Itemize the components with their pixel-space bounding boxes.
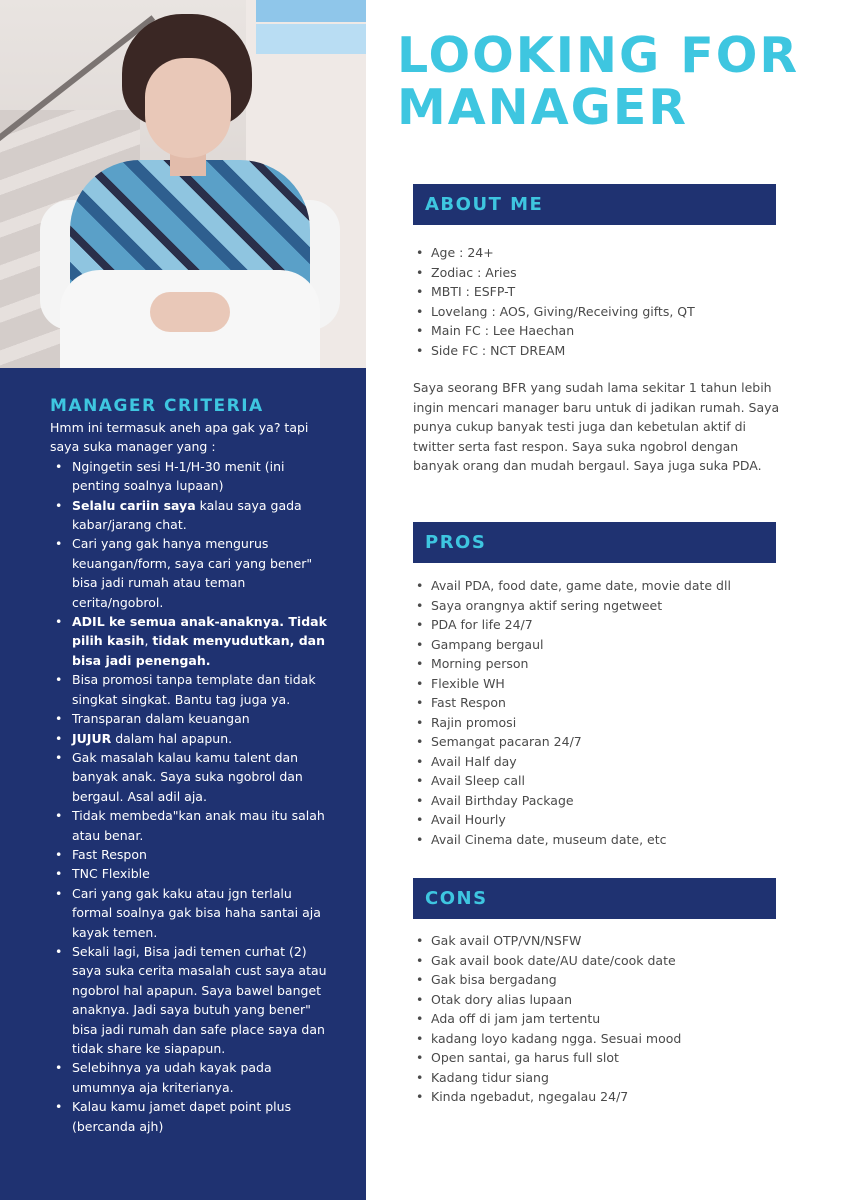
- cons-item: • Kadang tidur siang: [413, 1068, 783, 1088]
- pros-item: • Gampang bergaul: [413, 635, 783, 655]
- manager-criteria-item: [50, 457, 336, 496]
- pros-heading: PROS: [413, 522, 776, 563]
- pros-item: • Flexible WH: [413, 674, 783, 694]
- about-me-item: • Lovelang : AOS, Giving/Receiving gifts, QT: [413, 302, 783, 322]
- criteria-item-bold-text: tidak menyudutkan, dan bisa jadi penengah.: [72, 633, 325, 668]
- cons-item: • kadang loyo kadang ngga. Sesuai mood: [413, 1029, 783, 1049]
- about-me-item: • Zodiac : Aries: [413, 263, 783, 283]
- pros-item: • Morning person: [413, 654, 783, 674]
- manager-criteria-item: [50, 864, 336, 883]
- pros-item: • Avail Half day: [413, 752, 783, 772]
- cons-item: • Open santai, ga harus full slot: [413, 1048, 783, 1068]
- manager-criteria-item: [50, 884, 336, 942]
- pros-item: • Avail Hourly: [413, 810, 783, 830]
- pros-item: • Rajin promosi: [413, 713, 783, 733]
- photo-window-lower: [256, 24, 366, 54]
- cons-list: [413, 931, 783, 1107]
- criteria-item-bold-text: Selalu cariin saya: [72, 497, 196, 513]
- pros-item: • Avail Cinema date, museum date, etc: [413, 830, 783, 850]
- manager-criteria-item: [50, 709, 336, 728]
- cons-item: • Otak dory alias lupaan: [413, 990, 783, 1010]
- pros-item: • Saya orangnya aktif sering ngetweet: [413, 596, 783, 616]
- criteria-item-text: ,: [144, 633, 153, 649]
- pros-item: • Avail Birthday Package: [413, 791, 783, 811]
- criteria-item-text: Tidak membeda"kan anak mau itu salah atau benar.: [72, 808, 325, 843]
- manager-criteria-item: [50, 845, 336, 864]
- criteria-item-text: Fast Respon: [72, 846, 147, 862]
- about-me-item: • Main FC : Lee Haechan: [413, 321, 783, 341]
- pros-item: • PDA for life 24/7: [413, 615, 783, 635]
- about-me-item: • MBTI : ESFP-T: [413, 282, 783, 302]
- pros-item: • Fast Respon: [413, 693, 783, 713]
- cons-item: • Gak bisa bergadang: [413, 970, 783, 990]
- page-title-line-2: MANAGER: [397, 79, 689, 136]
- about-me-list: [413, 243, 783, 360]
- cons-item: • Gak avail book date/AU date/cook date: [413, 951, 783, 971]
- photo-hands: [150, 292, 230, 332]
- page-title: [397, 27, 800, 136]
- criteria-item-text: TNC Flexible: [72, 866, 150, 882]
- manager-criteria-heading: MANAGER CRITERIA: [50, 396, 264, 416]
- about-me-item: • Side FC : NCT DREAM: [413, 341, 783, 361]
- criteria-item-text: kalau saya gada kabar/jarang chat.: [72, 497, 302, 533]
- criteria-item-text: Gak masalah kalau kamu talent dan banyak anak. Saya suka ngobrol dan bergaul. Asal adil aja.: [72, 749, 303, 804]
- about-me-heading: ABOUT ME: [413, 184, 776, 225]
- manager-criteria-panel: [0, 368, 366, 1200]
- pros-item: • Semangat pacaran 24/7: [413, 732, 783, 752]
- manager-criteria-item: [50, 612, 336, 670]
- criteria-item-text: Cari yang gak hanya mengurus keuangan/form, saya cari yang bener" bisa jadi rumah atau teman cerita/ngobrol.: [72, 536, 313, 610]
- criteria-item-text: Cari yang gak kaku atau jgn terlalu formal soalnya gak bisa haha santai aja kayak temen.: [72, 885, 321, 940]
- profile-photo: [0, 0, 366, 368]
- manager-criteria-item: [50, 1058, 336, 1097]
- cons-item: • Ada off di jam jam tertentu: [413, 1009, 783, 1029]
- manager-criteria-item: [50, 748, 336, 806]
- manager-criteria-item: [50, 534, 336, 612]
- manager-criteria-list: [50, 457, 336, 1136]
- right-column: [366, 0, 848, 1200]
- manager-criteria-item: [50, 496, 336, 535]
- pros-list: [413, 576, 783, 849]
- left-column: [0, 0, 366, 1200]
- criteria-item-bold-text: ADIL ke semua anak-anaknya. Tidak pilih kasih: [72, 614, 327, 649]
- pros-item: • Avail Sleep call: [413, 771, 783, 791]
- manager-criteria-item: [50, 942, 336, 1058]
- criteria-item-text: Sekali lagi, Bisa jadi temen curhat (2) saya suka cerita masalah cust saya atau ngobrol hal apapun. Saya bawel banget anaknya. Jadi saya butuh yang bener" bisa jadi rumah dan safe place saya dan tidak share ke siapapun.: [72, 943, 327, 1056]
- photo-face: [145, 58, 231, 158]
- about-me-item: • Age : 24+: [413, 243, 783, 263]
- manager-criteria-intro: Hmm ini termasuk aneh apa gak ya? tapi saya suka manager yang :: [50, 420, 309, 455]
- page-title-line-1: LOOKING FOR: [397, 27, 800, 84]
- criteria-item-text: dalam hal apapun.: [111, 730, 233, 746]
- manager-criteria-item: [50, 1097, 336, 1136]
- photo-window: [256, 0, 366, 22]
- manager-criteria-item: [50, 729, 336, 748]
- cons-item: • Gak avail OTP/VN/NSFW: [413, 931, 783, 951]
- cons-item: • Kinda ngebadut, ngegalau 24/7: [413, 1087, 783, 1107]
- pros-item: • Avail PDA, food date, game date, movie date dll: [413, 576, 783, 596]
- criteria-item-bold-text: JUJUR: [72, 730, 112, 746]
- cons-heading: CONS: [413, 878, 776, 919]
- manager-criteria-item: [50, 670, 336, 709]
- criteria-item-text: Bisa promosi tanpa template dan tidak singkat singkat. Bantu tag juga ya.: [72, 672, 316, 707]
- criteria-item-text: Ngingetin sesi H-1/H-30 menit (ini penting soalnya lupaan): [72, 458, 285, 494]
- criteria-item-text: Kalau kamu jamet dapet point plus (bercanda ajh): [72, 1099, 292, 1134]
- criteria-item-text: Transparan dalam keuangan: [72, 711, 250, 727]
- manager-criteria-item: [50, 806, 336, 845]
- about-me-paragraph: Saya seorang BFR yang sudah lama sekitar 1 tahun lebih ingin mencari manager baru untuk di jadikan rumah. Saya punya cukup banyak testi juga dan kebetulan aktif di twitter serta fast respon. Saya suka ngobrol dengan banyak orang dan mudah bergaul. Saya juga suka PDA.: [413, 380, 780, 473]
- criteria-item-text: Selebihnya ya udah kayak pada umumnya aja kriterianya.: [72, 1060, 272, 1095]
